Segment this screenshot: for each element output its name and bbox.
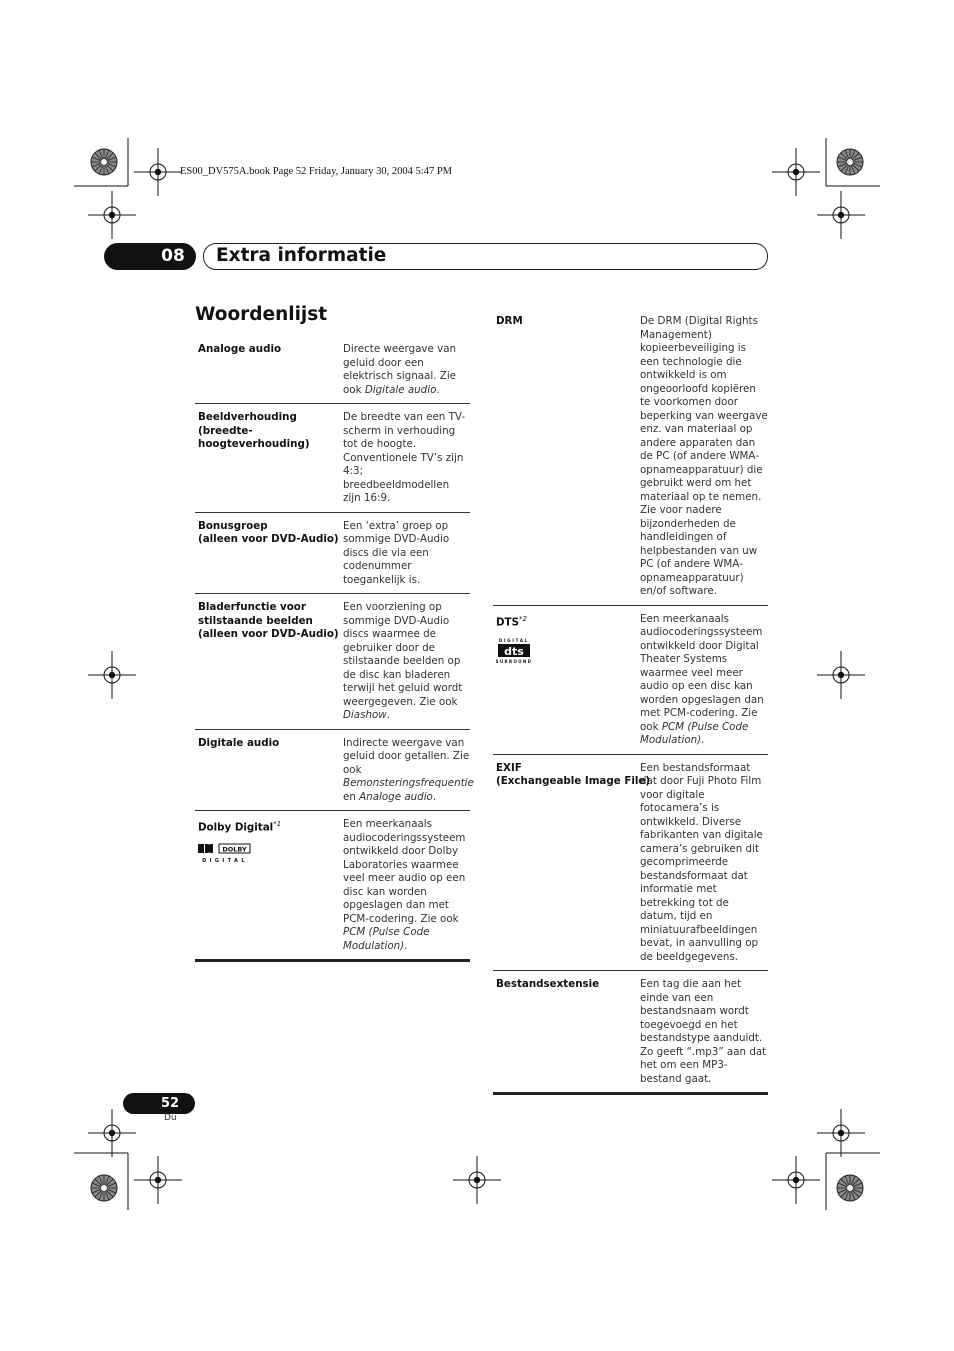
- dolby-digital-logo: [198, 843, 281, 870]
- footnote-marker: *1: [273, 820, 282, 828]
- glossary-term: Bonusgroep (alleen voor DVD-Audio): [198, 519, 339, 545]
- glossary-right-column: [493, 315, 768, 1095]
- dolby-logo-text: DOLBY: [222, 845, 247, 854]
- cross-reference: Bemonsteringsfrequentie: [343, 777, 474, 789]
- dts-logo-bottom-text: SURROUND: [496, 659, 532, 665]
- print-header: ES00_DV575A.book Page 52 Friday, January 30, 2004 5:47 PM: [180, 166, 453, 177]
- cross-reference: Diashow: [343, 709, 387, 721]
- chapter-title: Extra informatie: [216, 245, 387, 266]
- glossary-term: Beeldverhouding (breedte- hoogteverhouding): [198, 411, 310, 450]
- glossary-entry: [195, 811, 470, 962]
- cross-reference: PCM (Pulse Code Modulation): [343, 926, 430, 952]
- dts-logo-top-text: DIGITAL: [498, 638, 530, 644]
- cross-reference: PCM (Pulse Code Modulation): [640, 720, 749, 746]
- glossary-entry: [195, 404, 470, 513]
- glossary-entry: [195, 730, 474, 812]
- glossary-definition: Een voorziening op sommige DVD-Audio discs waarmee de gebruiker door de stilstaande beelden op de disc kan bladeren terwijl het geluid wordt weergegeven. Zie ook Diashow.: [343, 601, 463, 721]
- dts-logo: [496, 637, 532, 670]
- glossary-definition: Indirecte weergave van geluid door getallen. Zie ook Bemonsteringsfrequentie en Analoge audio.: [343, 736, 474, 803]
- glossary-term: Digitale audio: [198, 736, 280, 749]
- cross-reference: Digitale audio: [364, 383, 437, 396]
- glossary-definition: Een ‘extra’ groep op sommige DVD-Audio discs die via een codenummer toegankelijk is.: [343, 519, 450, 586]
- glossary-entry: [493, 315, 768, 606]
- dts-logo-text: dts: [504, 645, 524, 659]
- glossary-term: Bestandsextensie: [496, 978, 600, 990]
- glossary-term: EXIF (Exchangeable Image File): [496, 761, 651, 787]
- glossary-entry: [195, 513, 470, 595]
- glossary-term: Analoge audio: [198, 343, 282, 355]
- page-number: 52: [160, 1096, 180, 1111]
- glossary-definition: De breedte van een TV-scherm in verhouding tot de hoogte. Conventionele TV’s zijn 4:3; breedbeeldmodellen zijn 16:9.: [343, 411, 466, 504]
- section-title: Woordenlijst: [195, 304, 328, 325]
- glossary-definition: Een bestandsformaat dat door Fuji Photo Film voor digitale fotocamera’s is ontwikkeld. Diverse fabrikanten van digitale camera’s gebruiken dit gecomprimeerde bestandsformaat dat informatie met betrekking tot de datum, tijd en miniatuurafbeeldingen bevat, in aanvulling op de beeldgegevens.: [640, 761, 763, 963]
- page-language: Du: [164, 1113, 177, 1123]
- glossary-term: DRM: [496, 315, 523, 327]
- glossary-definition: Een tag die aan het einde van een bestandsnaam wordt toegevoegd en het bestandstype aanduidt. Zo geeft “.mp3” aan dat het om een MP3-bestand gaat.: [640, 978, 767, 1085]
- glossary-term: Bladerfunctie voor stilstaande beelden (alleen voor DVD-Audio): [198, 601, 339, 640]
- glossary-left-column: [195, 343, 474, 962]
- glossary-definition: Directe weergave van geluid door een elektrisch signaal. Zie ook Digitale audio.: [343, 343, 457, 396]
- glossary-entry: [195, 594, 470, 730]
- glossary-entry: [493, 606, 768, 755]
- glossary-entry: [493, 971, 768, 1095]
- glossary-definition: Een meerkanaals audiocoderingssysteem ontwikkeld door Dolby Laboratories waarmee veel meer audio op een disc kan worden opgeslagen dan met PCM-codering. Zie ook PCM (Pulse Code Modulation).: [343, 818, 466, 952]
- glossary-definition: Een meerkanaals audiocoderingssysteem ontwikkeld door Digital Theater Systems waarmee veel meer audio op een disc kan worden opgeslagen dan met PCM-codering. Zie ook PCM (Pulse Code Modulation).: [640, 612, 764, 746]
- chapter-number: 08: [161, 246, 185, 266]
- dolby-logo-subtext: DIGITAL: [202, 857, 248, 864]
- footnote-marker: *2: [519, 614, 527, 623]
- cross-reference: Analoge audio: [359, 790, 433, 803]
- glossary-entry: [195, 343, 470, 404]
- glossary-term: Dolby Digital: [198, 821, 274, 834]
- glossary-entry: [493, 755, 768, 972]
- glossary-term: DTS: [496, 615, 519, 628]
- glossary-definition: De DRM (Digital Rights Management) kopieerbeveiliging is een technologie die ontwikkeld is om ongeoorloofd kopiëren te voorkomen door beperking van weergave enz. van materiaal op andere apparaten dan de PC (of andere WMA-opnameapparatuur) die gebruikt werd om het materiaal op te nemen. Zie voor nadere bijzonderheden de handleidingen of helpbestanden van uw PC (of andere WMA-opnameapparatuur) en/of software.: [640, 315, 768, 597]
